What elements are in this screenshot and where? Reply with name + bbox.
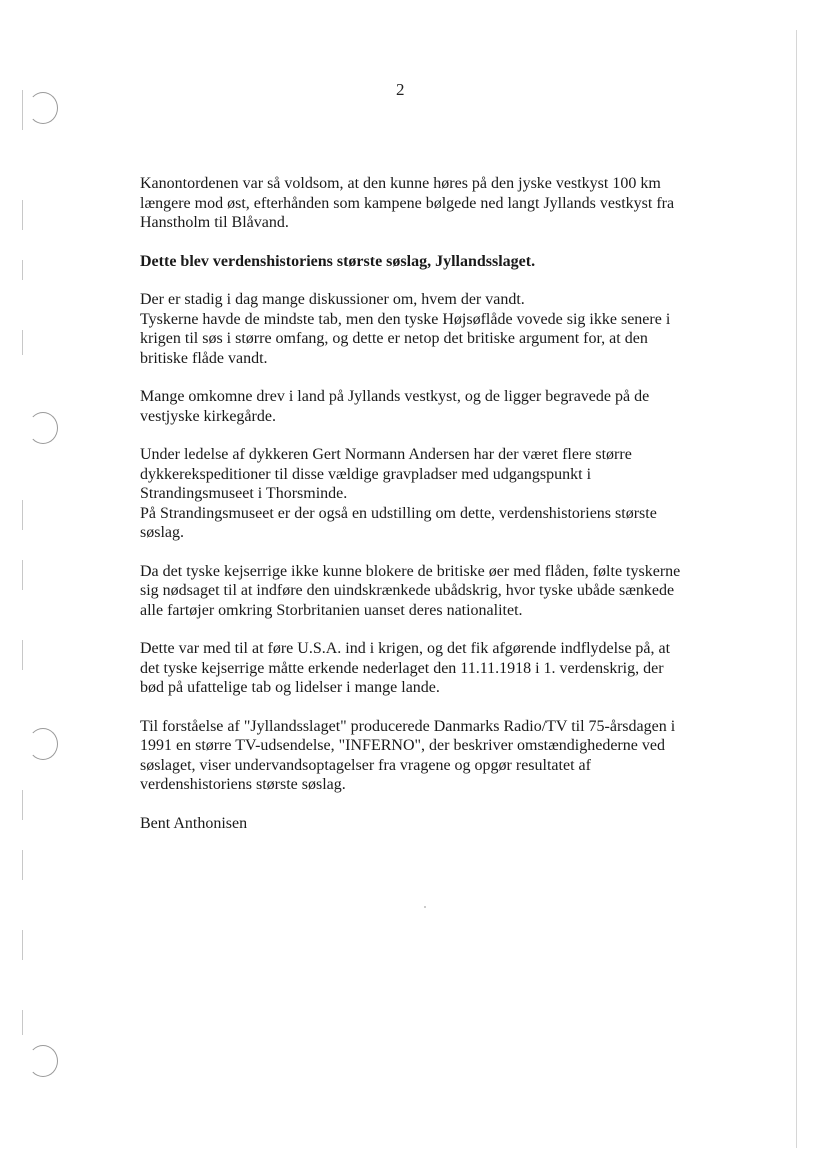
margin-line [22, 930, 23, 960]
margin-line [22, 90, 23, 130]
text-line: Mange omkomne drev i land på Jyllands vestkyst, og de ligger begravede på de [140, 388, 650, 405]
binder-hole-top [28, 92, 58, 124]
binder-hole-bottom [28, 1045, 58, 1077]
text-line: vestjyske kirkegårde. [140, 407, 276, 425]
text-line: Da det tyske kejserrige ikke kunne blokere de britiske øer med flåden, følte tyskerne [140, 562, 681, 580]
paragraph [140, 639, 680, 698]
text-line: bød på ufattelige tab og lidelser i mange lande. [140, 679, 440, 696]
text-line: det tyske kejserrige måtte erkende nederlaget den 11.11.1918 i 1. verdenskrig, der [140, 659, 664, 677]
document-body [140, 174, 680, 833]
paragraph [140, 445, 680, 543]
text-line: På Strandingsmuseet er der også en udstilling om dette, verdenshistoriens største [140, 504, 657, 522]
text-line: Tyskerne havde de mindste tab, men den tyske Højsøflåde vovede sig ikke senere i [140, 310, 671, 328]
text-line: Hanstholm til Blåvand. [140, 214, 289, 231]
text-line: søslaget, viser undervandsoptagelser fra vragene og opgør resultatet af [140, 756, 591, 774]
paragraph [140, 562, 680, 621]
margin-line [22, 330, 23, 355]
margin-line [22, 260, 23, 280]
text-line: 1991 en større TV-udsendelse, "INFERNO", der beskriver omstændighederne ved [140, 737, 665, 754]
text-line: Under ledelse af dykkeren Gert Normann Andersen har der været flere større [140, 446, 632, 463]
text-line: søslag. [140, 524, 184, 541]
paragraph [140, 387, 680, 426]
margin-line [22, 200, 23, 230]
text-line: Kanontordenen var så voldsom, at den kunne høres på den jyske vestkyst 100 km [140, 175, 661, 192]
binder-hole-lower-middle [28, 728, 58, 760]
binder-hole-upper-middle [28, 412, 58, 444]
text-line: sig nødsaget til at indføre den uindskrænkede ubådskrig, hvor tyske ubåde sænkede [140, 582, 675, 599]
section-heading: Dette blev verdenshistoriens største søslag, Jyllandsslaget. [140, 252, 536, 270]
paragraph [140, 174, 680, 233]
paragraph [140, 717, 680, 795]
scan-speck [424, 906, 426, 908]
margin-line [22, 850, 23, 880]
margin-line [22, 500, 23, 530]
margin-line [22, 640, 23, 670]
text-line: Der er stadig i dag mange diskussioner om, hvem der vandt. [140, 291, 525, 308]
margin-line [22, 1010, 23, 1035]
text-line: Dette var med til at føre U.S.A. ind i krigen, og det fik afgørende indflydelse på, at [140, 640, 671, 657]
text-line: krigen til søs i større omfang, og dette er netop det britiske argument for, at den [140, 330, 648, 347]
paragraph [140, 290, 680, 368]
signature: Bent Anthonisen [140, 814, 248, 832]
text-line: Til forståelse af "Jyllandsslaget" producerede Danmarks Radio/TV til 75-årsdagen i [140, 717, 676, 735]
text-line: længere mod øst, efterhånden som kampene bølgede ned langt Jyllands vestkyst fra [140, 194, 675, 212]
text-line: britiske flåde vandt. [140, 349, 268, 367]
page-number: 2 [396, 80, 405, 99]
page-edge [796, 30, 797, 1148]
margin-line [22, 790, 23, 820]
text-line: dykkerekspeditioner til disse vældige gravpladser med udgangspunkt i [140, 465, 592, 483]
text-line: alle fartøjer omkring Storbritanien uanset deres nationalitet. [140, 601, 523, 619]
text-line: verdenshistoriens største søslag. [140, 776, 346, 793]
margin-line [22, 560, 23, 590]
text-line: Strandingsmuseet i Thorsminde. [140, 485, 348, 502]
